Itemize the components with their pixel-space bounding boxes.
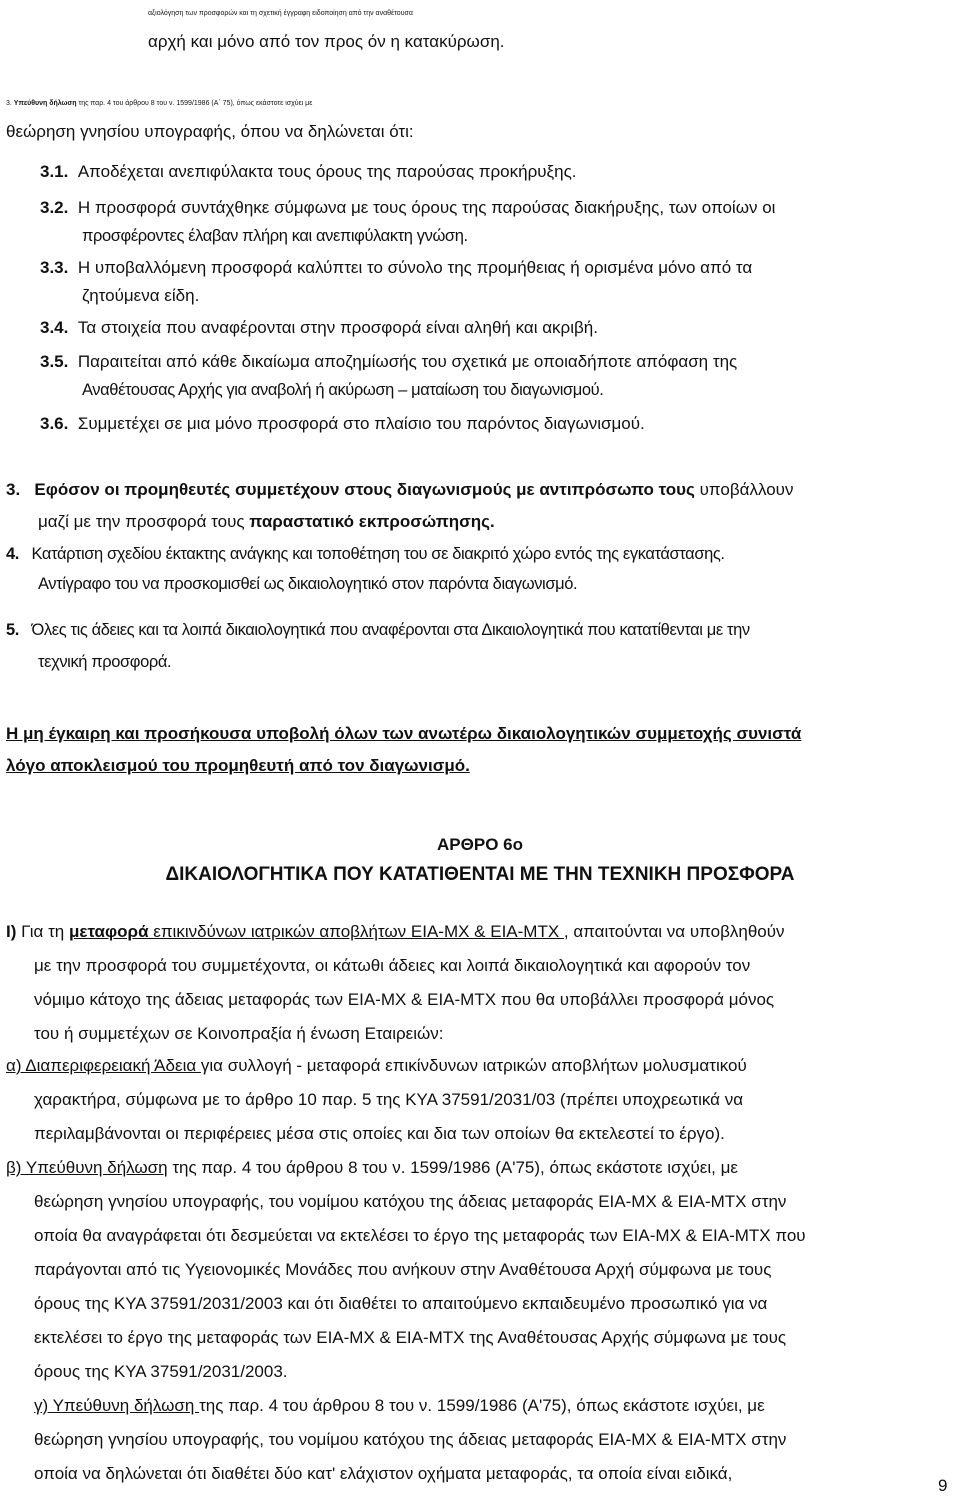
subitem-3-6: 3.6. Συμμετέχει σε μια μόνο προσφορά στο πλαίσιο του παρόντος διαγωνισμού. (40, 414, 645, 433)
item3-rest: της παρ. 4 του άρθρου 8 του ν. 1599/1986 (Α΄ 75), όπως εκάστοτε ισχύει με (76, 100, 313, 107)
item3-num: 3. (6, 100, 12, 107)
item-b-line7: όρους της ΚΥΑ 37591/2031/2003. (34, 1362, 288, 1381)
warning-line2: λόγο αποκλεισμού του προμηθευτή από τον διαγωνισμό. (6, 756, 470, 775)
top-line-2: αρχή και μόνο από τον προς όν η κατακύρωση. (148, 32, 505, 51)
para4-line1: 4. Κατάρτιση σχεδίου έκτακτης ανάγκης και τοποθέτηση του σε διακριτό χώρο εντός της εγκατάστασης. (6, 545, 725, 563)
top-line-1: αξιολόγηση των προσφορών και τη σχετική έγγραφη ειδοποίηση από την αναθέτουσα (148, 10, 413, 17)
para5-line1: 5. Όλες τις άδειες και τα λοιπά δικαιολογητικά που αναφέρονται στα Δικαιολογητικά που κατατίθενται με την (6, 621, 750, 639)
article-title: ΔΙΚΑΙΟΛΟΓΗΤΙΚΑ ΠΟΥ ΚΑΤΑΤΙΘΕΝΤΑΙ ΜΕ ΤΗΝ ΤΕΧΝΙΚΗ ΠΡΟΣΦΟΡΑ (165, 864, 795, 885)
subitem-3-5-line2: Αναθέτουσας Αρχής για αναβολή ή ακύρωση – ματαίωση του διαγωνισμού. (82, 381, 604, 399)
item-b-line1: β) Υπεύθυνη δήλωση της παρ. 4 του άρθρου 8 του ν. 1599/1986 (Α'75), όπως εκάστοτε ισχύει, με (6, 1158, 738, 1177)
item-c-line3: οποία να δηλώνεται ότι διαθέτει δύο κατ' ελάχιστον οχήματα μεταφοράς, τα οποία είναι ειδικά, (34, 1464, 733, 1483)
item-a-line2: χαρακτήρα, σύμφωνα με το άρθρο 10 παρ. 5 της ΚΥΑ 37591/2031/03 (πρέπει υποχρεωτικά να (34, 1090, 744, 1109)
item-b-line2: θεώρηση γνησίου υπογραφής, του νομίμου κατόχου της άδειας μεταφοράς ΕΙΑ-ΜΧ & ΕΙΑ-ΜΤΧ στην (34, 1192, 787, 1211)
item3-declaration (6, 94, 958, 114)
section1-line2: με την προσφορά του συμμετέχοντα, οι κάτωθι άδειες και λοιπά δικαιολογητικά και αφορούν τον (34, 956, 751, 975)
section1-line3: νόμιμο κάτοχο της άδειας μεταφοράς των ΕΙΑ-ΜΧ & ΕΙΑ-ΜΤΧ που θα υποβάλλει προσφορά μόνος (34, 990, 775, 1009)
subitem-3-3-line2: ζητούμενα είδη. (82, 286, 200, 305)
section1-line1: Ι) Για τη μεταφορά επικινδύνων ιατρικών αποβλήτων ΕΙΑ-ΜΧ & ΕΙΑ-ΜΤΧ , απαιτούνται να υποβληθούν (6, 922, 785, 941)
item-b-line5: όρους της ΚΥΑ 37591/2031/2003 και ότι διαθέτει το απαιτούμενο εκπαιδευμένο προσωπικό για να (34, 1294, 768, 1313)
subitem-3-5: 3.5. Παραιτείται από κάθε δικαίωμα αποζημίωσής του σχετικά με οποιαδήποτε απόφαση της (40, 352, 738, 371)
item-c-line2: θεώρηση γνησίου υπογραφής, του νομίμου κατόχου της άδειας μεταφοράς ΕΙΑ-ΜΧ & ΕΙΑ-ΜΤΧ στην (34, 1430, 787, 1449)
item-b-line4: παράγονται από τις Υγειονομικές Μονάδες που ανήκουν στην Αναθέτουσα Αρχή σύμφωνα με τους (34, 1260, 772, 1279)
item-b-line6: εκτελέσει το έργο της μεταφοράς των ΕΙΑ-ΜΧ & ΕΙΑ-ΜΤΧ της Αναθέτουσας Αρχής σύμφωνα με τους (34, 1328, 787, 1347)
subitem-3-1: 3.1. Αποδέχεται ανεπιφύλακτα τους όρους της παρούσας προκήρυξης. (40, 162, 577, 181)
para5-line2: τεχνική προσφορά. (38, 653, 172, 671)
subitem-3-2: 3.2. Η προσφορά συντάχθηκε σύμφωνα με τους όρους της παρούσας διακήρυξης, των οποίων οι (40, 198, 776, 217)
item-b-line3: οποία θα αναγράφεται ότι δεσμεύεται να εκτελέσει το έργο της μεταφοράς των ΕΙΑ-ΜΧ & ΕΙΑ-ΜΤΧ που (34, 1226, 806, 1245)
item3-line2: θεώρηση γνησίου υπογραφής, όπου να δηλώνεται ότι: (6, 122, 414, 141)
item-a-line1: α) Διαπεριφερειακή Άδεια για συλλογή - μεταφορά επικίνδυνων ιατρικών αποβλήτων μολυσματικού (6, 1056, 747, 1075)
page-number: 9 (938, 1476, 948, 1495)
para3-line1: 3. Εφόσον οι προμηθευτές συμμετέχουν στους διαγωνισμούς με αντιπρόσωπο τους υποβάλλουν (6, 480, 794, 499)
item-a-line3: περιλαμβάνονται οι περιφέρειες μέσα στις οποίες και δια των οποίων θα εκτελεστεί το έργο). (34, 1124, 725, 1143)
para4-line2: Αντίγραφο του να προσκομισθεί ως δικαιολογητικό στον παρόντα διαγωνισμό. (38, 575, 578, 593)
subitem-3-4: 3.4. Τα στοιχεία που αναφέρονται στην προσφορά είναι αληθή και ακριβή. (40, 318, 598, 337)
item-c-line1: γ) Υπεύθυνη δήλωση της παρ. 4 του άρθρου 8 του ν. 1599/1986 (Α'75), όπως εκάστοτε ισχύει, με (34, 1396, 765, 1415)
warning-line1: Η μη έγκαιρη και προσήκουσα υποβολή όλων των ανωτέρω δικαιολογητικών συμμετοχής συνιστά (6, 724, 802, 743)
para3-line2: μαζί με την προσφορά τους παραστατικό εκπροσώπησης. (38, 512, 495, 531)
subitem-3-2-line2: προσφέροντες έλαβαν πλήρη και ανεπιφύλακτη γνώση. (82, 227, 468, 245)
article-number: ΑΡΘΡΟ 6ο (437, 835, 523, 854)
subitem-3-3: 3.3. Η υποβαλλόμενη προσφορά καλύπτει το σύνολο της προμήθειας ή ορισμένα μόνο από τα (40, 258, 753, 277)
item3-bold: Υπεύθυνη δήλωση (13, 100, 77, 107)
section1-line4: του ή συμμετέχων σε Κοινοπραξία ή ένωση Εταιρειών: (34, 1024, 444, 1043)
